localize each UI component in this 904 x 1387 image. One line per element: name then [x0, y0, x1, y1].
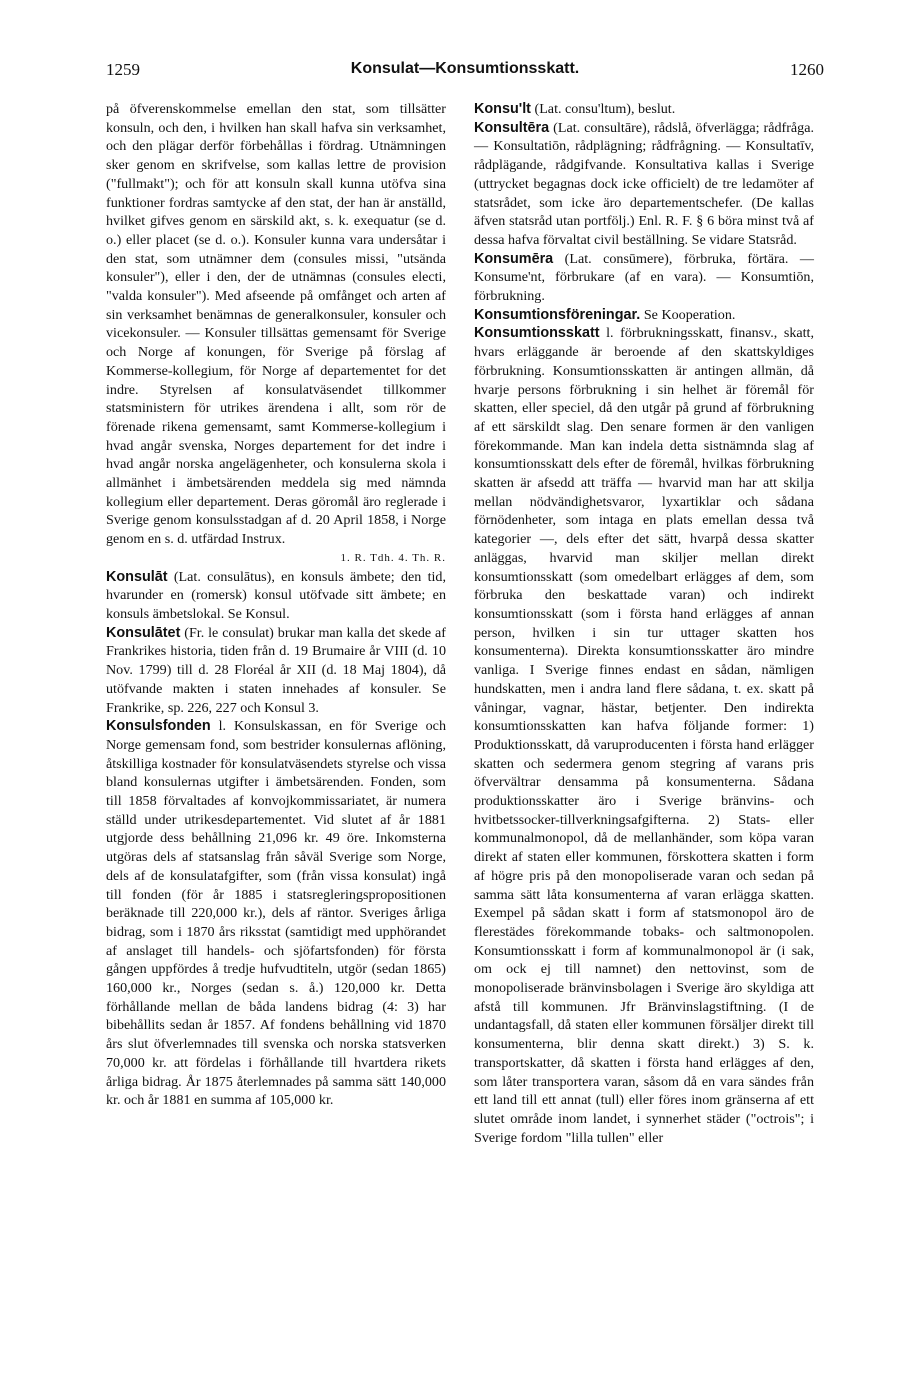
headword: Konsulsfonden — [106, 718, 211, 735]
entry-konsumtionsskatt: Konsumtionsskatt l. förbrukningsskatt, finansv., skatt, hvars erläggande är beroende af den skattskyldiges förbrukning. Konsumtionsskatten är antingen allmän, då hvarje persons förbrukning i sin helhet är föremål för skatten, eller speciel, då den utgår på grund af förbrukning af ett särskildt slag. Den senare formen är den vanligen förekommande. Man kan indela detta sistnämnda slag af konsumtionsskatt dels efter de föremål, hvilkas förbrukning skatten är afsedd att träffa — hvarvid man har att skilja mellan nödvändighetsvaror, lyxartiklar och sådana förnödenheter, som intaga en plats emellan dessa två kategorier —, dels efter det sätt, hvarpå dessa skatter anläggas, hvarvid man skiljer mellan direkt konsumtionsskatt (som omedelbart erlägges af dem, som förbruka den beskattade varan) och indirekt konsumtionsskatt (som i första hand erlägges af annan person, hvilken i sin tur uttager skatten hos konsumenterna). Direkta konsumtionsskatter äro mindre vanliga. I Sverige finnes endast en sådan, nämligen hundskatten, men i andra land flere sådana, t. ex. skatt på våningar, vagnar, hästar, betjenter. Den indirekta konsumtionsskatten kan hafva följande former: 1) Produktionsskatt, då varuproducenten i första hand erlägger skatten och sedermera genom stegring af varans pris öfvervältrar densamma på konsumenterna. Sådana produktionsskatter äro i Sverige bränvins- och hvitbetssocker-tillverkningsafgifterna. 2) Stats- eller kommunalmonopol, då de mellanhänder, som köpa varan direkt af staten eller kommunen, förskottera skatten i form af högre pris på den monopoliserade varan och sedan på samma sätt låta konsumenterna af varan erlägga skatten. Exempel på sådan skatt i form af statsmonopol äro de flerestädes förekommande tobaks- och saltmonopolen. Konsumtionsskatt i form af kommunalmonopol är (i sak, om ock ej till namnet) den nettovinst, som de monopoliserade bränvinsbolagen i Sverige äro skyldiga att afstå till kommunen. Jfr Bränvinslagstiftning. (I de undantagsfall, då staten eller kommunen försäljer direkt till konsumenterna, blir denna skatt direkt.) 3) S. k. transportskatter, då skatten i första hand erlägges af den, som låter transportera varan, såsom då en vara sändes från ett land till ett annat (tull) eller föres inom gränserna af ett slutet område inom landet, i synnerhet städer ("octrois"; i Sverige fordom "lilla tullen" eller — [474, 325, 814, 1146]
headword: Konsumtionsföreningar. — [474, 306, 641, 323]
entry-konsumera: Konsumēra (Lat. consūmere), förbruka, förtära. — Konsume'nt, förbrukare (af en vara). — Konsumtiōn, förbrukning. — [474, 250, 814, 305]
entry-konsulat: Konsulāt (Lat. consulātus), en konsuls ämbete; den tid, hvarunder en (romersk) konsul utöfvade sitt ämbete; en konsuls ämbetslokal. Se Konsul. — [106, 568, 446, 622]
entry-konsultera: Konsultēra (Lat. consultāre), rådslå, öfverlägga; rådfråga. — Konsultatiōn, rådplägning; rådfrågning. — Konsultatīv, rådplägande, rådgifvande. Konsultativa kallas i Sverige (uttrycket begagnas dock icke officielt) de tre ledamöter af statsrådet, som icke äro departementschefer. (De kallas äfven statsråd utan portfölj.) Enl. R. F. § 6 böra minst två af dessa hafva förvaltat civil beställning. Se vidare Statsråd. — [474, 119, 814, 248]
left-column — [106, 100, 446, 1110]
entry-konsulatet: Konsulātet (Fr. le consulat) brukar man kalla det skede af Frankrikes historia, tiden från d. 19 Brumaire år VIII (d. 10 Nov. 1799) till d. 28 Floréal år XII (d. 18 Maj 1804), då utöfvande makten i staten innehades af konsuler. Se Frankrike, sp. 226, 227 och Konsul 3. — [106, 624, 446, 716]
right-column — [474, 100, 814, 1147]
headword: Konsultēra — [474, 119, 550, 136]
headword: Konsu'lt — [474, 101, 531, 117]
headword: Konsulātet — [106, 624, 181, 641]
entry-konsult: Konsu'lt (Lat. consu'ltum), beslut. — [474, 101, 676, 117]
page-header — [106, 60, 824, 88]
entry-konsul-continuation: på öfverenskommelse emellan den stat, som tillsätter konsuln, och den, i hvilken han skall hafva sin verksamhet, och den plägar derför förbehållas i fördrag. Utnämningen sker genom en skrifvelse, som kallas lettre de provision ("fullmakt"); och för att konsuln skall kunna utöfva sina funktioner fordras samtycke af den stat, der han är anställd, hvilket gifves genom en särskild akt, s. k. exequatur (se d. o.) eller placet (se d. o.). Konsuler kunna vara undersåtar i den stat, som utnämner dem (consules missi, "utsända konsuler"), eller i den, der de utnämnas (consules electi, "valda konsuler"). Med afseende på omfånget och arten af sin verksamhet benämnas de generalkonsuler, konsuler och vicekonsuler. — Konsuler tillsättas gemensamt för Sverige och Norge af konungen, för Sverige på förslag af Kommerse-kollegium, för Norge af departementet for det indre. Styrelsen af konsulatväsendet tillkommer statsministern för utrikes ärendena i allt, som rör de förenade rikena gemensamt, samt Kommerse-kollegium i hvad angår svenska, Norges departement for det indre i hvad angår norska angelägenheter, och konsulerna skola i allmänhet i ämbetsärenden meddela sig med nämnda kollegium eller departement. Deras göromål äro reglerade i Sverige genom konsulsstadgan af d. 20 April 1858, i Norge genom en s. d. utfärdad Instrux. 1. R. Tdh. 4. Th. R. — [106, 100, 446, 568]
page-number-right: 1260 — [790, 60, 824, 79]
page-number-left: 1259 — [106, 60, 140, 79]
running-title: Konsulat—Konsumtionsskatt. — [350, 60, 580, 77]
author-signature: 1. R. Tdh. 4. Th. R. — [340, 551, 446, 564]
headword: Konsumtionsskatt — [474, 325, 600, 342]
entry-konsulsfonden: Konsulsfonden l. Konsulskassan, en för Sverige och Norge gemensam fond, som bestrider konsulernas aflöning, åtskilliga kostnader för konsulatväsendets styrelse och vissa bland konsulernas utgifter i ämbetsärenden. Fonden, som till 1858 förvaltades af konvojkommissariatet, är numera ställd under utrikesdepartementet. Vid slutet af år 1881 utgjorde dess behållning 21,096 kr. 49 öre. Inkomsterna utgöras dels af statsanslag från såväl Sverige som Norge, dels af de konsulatafgifter, som (från vissa konsulat) ingå till fonden (för år 1885 i statsregleringspropositionen beräknade till 220,000 kr.), dels af räntor. Sveriges årliga bidrag, som i 1870 års riksstat (samtidigt med upphörandet af anslaget till handels- och sjöfartsfonden) för första gången uppfördes å tredje hufvudtiteln, utgör (sedan 1865) 160,000 kr., Norges (sedan s. å.) 120,000 kr. Detta förhållande mellan de båda landens bidrag (4: 3) har bibehållits sedan år 1857. Af fondens behållning vid 1870 års slut öfverlemnades till svenska och norska statsverken 70,000 kr. att fördelas i förhållande till hvartdera rikets årliga bidrag. År 1875 återlemnades på samma sätt 140,000 kr. och år 1881 en summa af 105,000 kr. — [106, 718, 446, 1109]
headword: Konsumēra — [474, 250, 554, 267]
entry-konsumtionsforeningar: Konsumtionsföreningar. Se Kooperation. — [474, 306, 736, 323]
headword: Konsulāt — [106, 568, 168, 585]
